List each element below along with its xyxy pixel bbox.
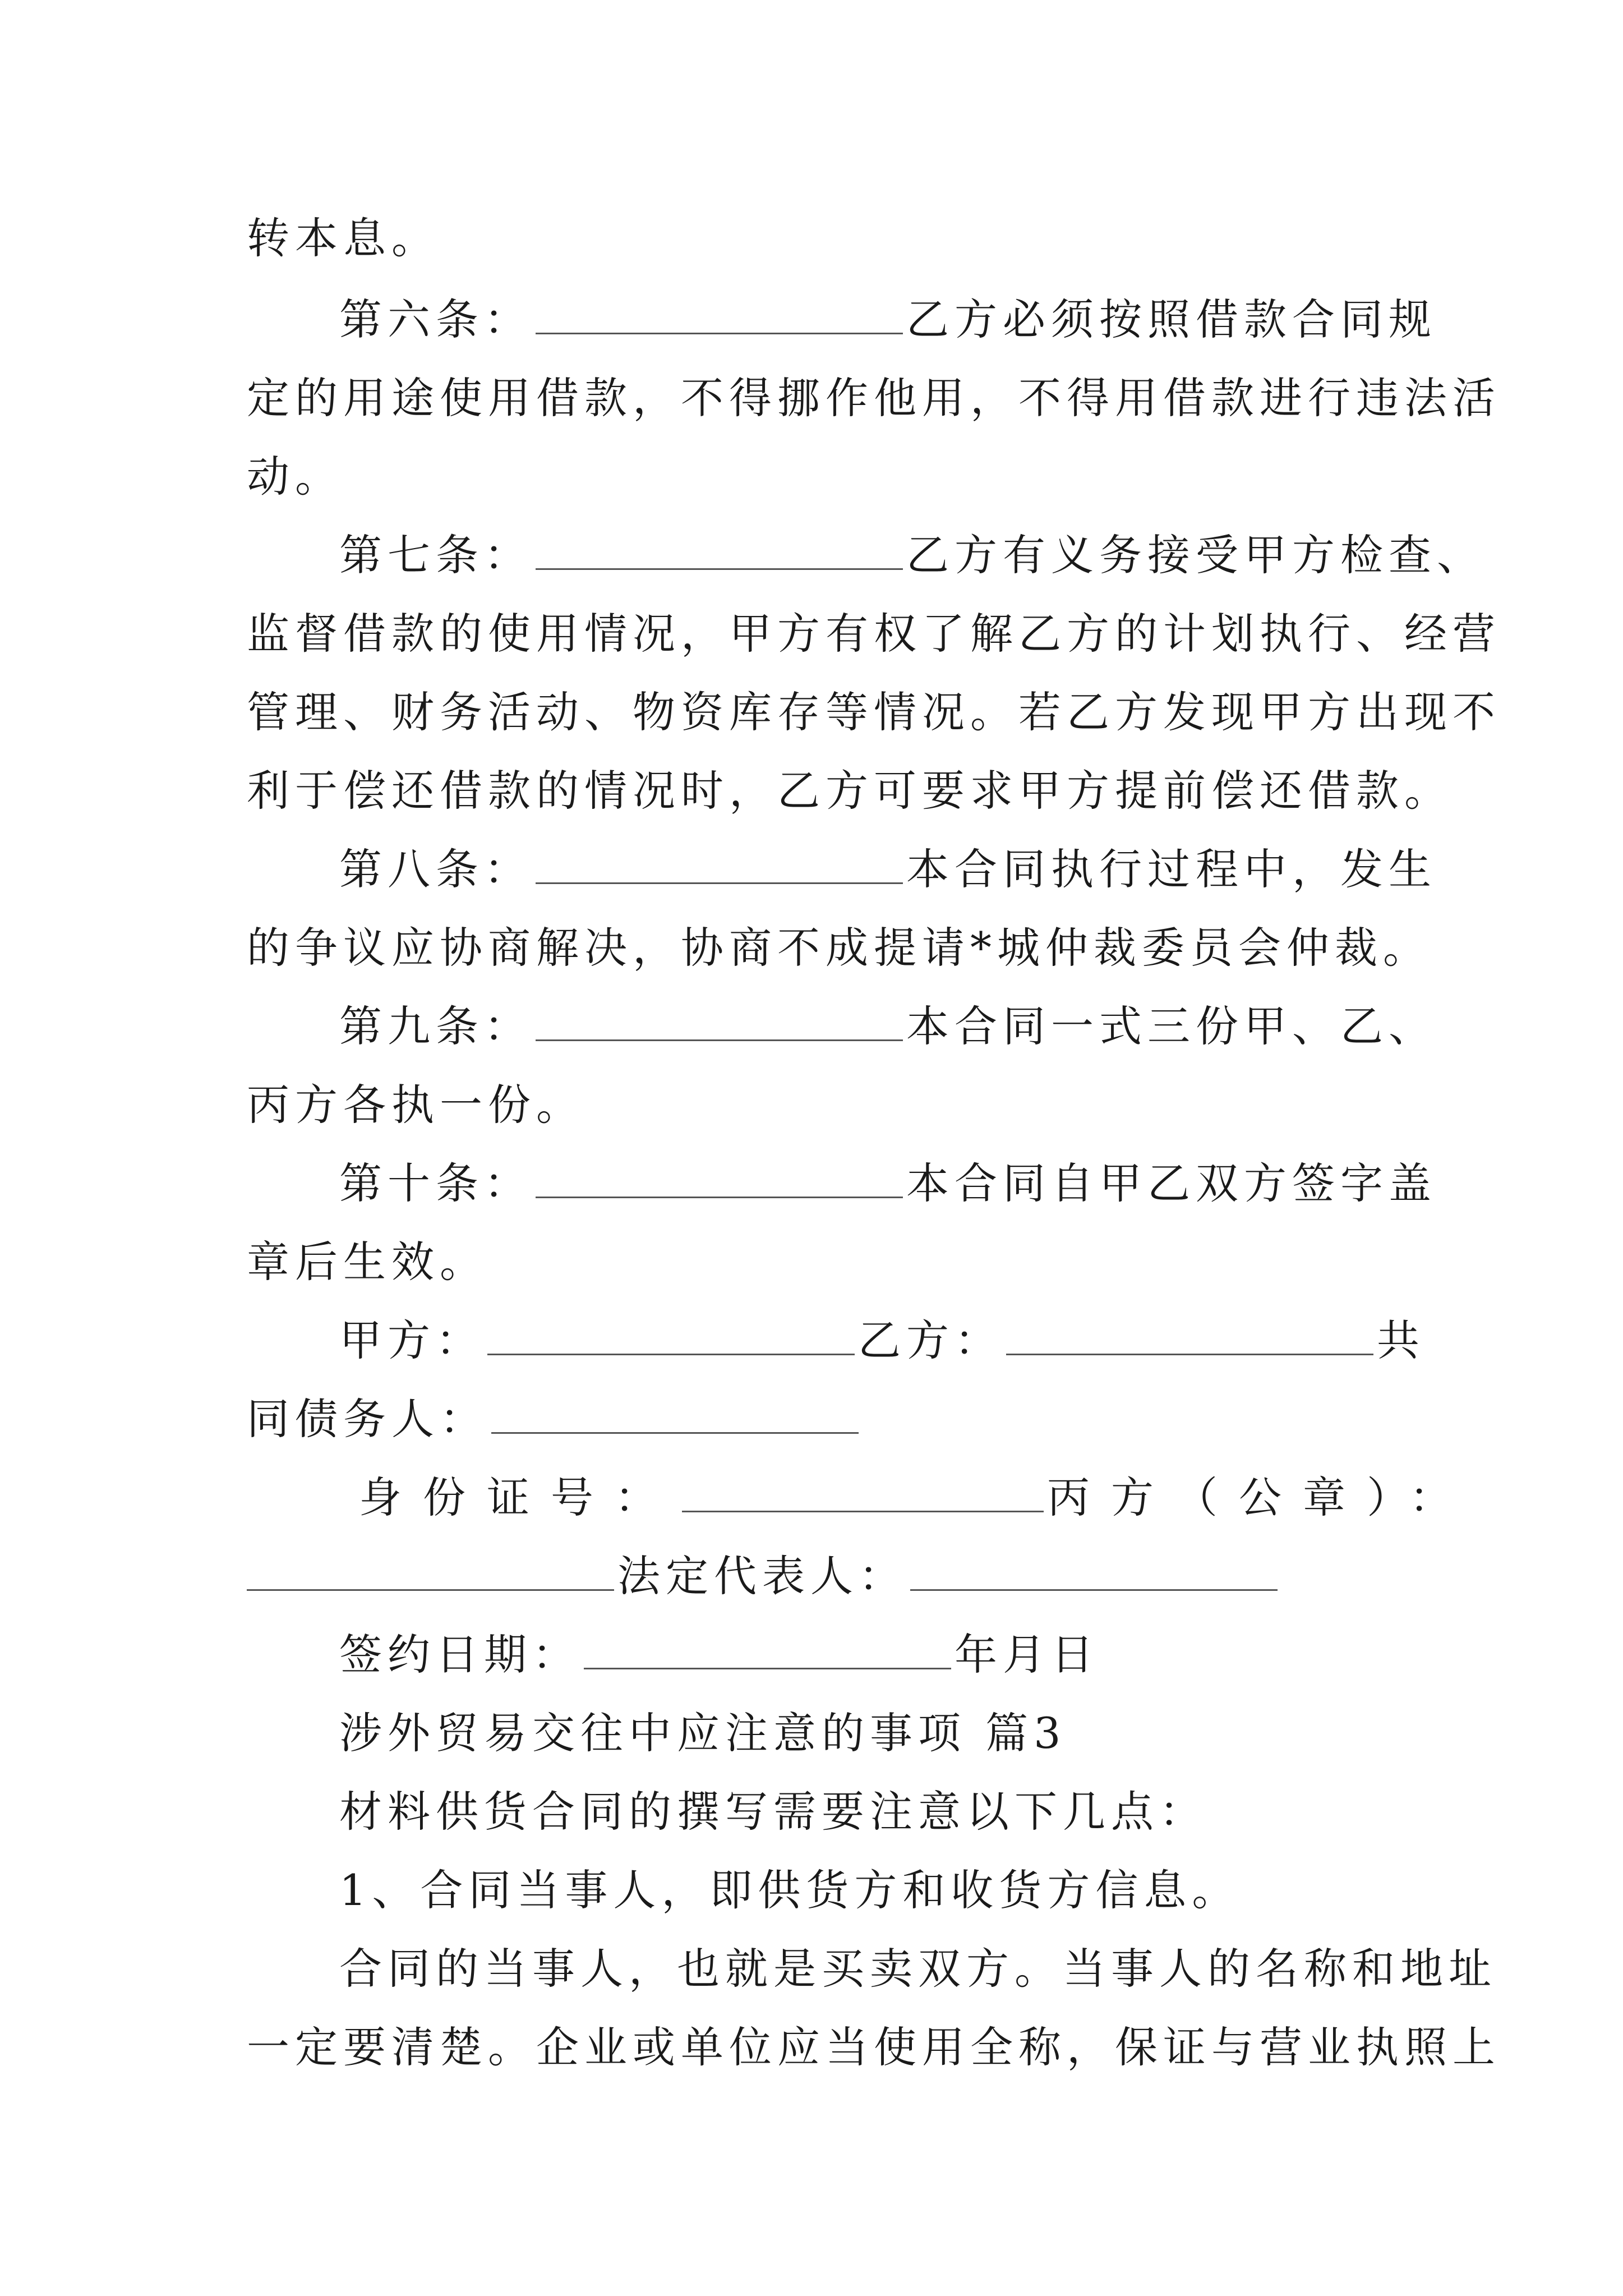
party-c-blank <box>247 1554 614 1591</box>
co-debtor-line <box>247 1386 862 1453</box>
party-a-label: 甲方： <box>339 1315 484 1365</box>
date-suffix: 年月日 <box>955 1630 1099 1680</box>
line-text: 监督借款的使用情况，甲方有权了解乙方的计划执行、经营 <box>247 609 1501 659</box>
party-b-blank <box>1006 1319 1373 1355</box>
clause-6-heading <box>339 286 1437 353</box>
text-line <box>247 679 1501 746</box>
line-text: 一定要清楚。企业或单位应当使用全称，保证与营业执照上 <box>247 2022 1501 2072</box>
text-line <box>247 365 1501 432</box>
fill-in-blank <box>536 848 903 884</box>
id-number-label: 身份证号： <box>359 1473 679 1522</box>
id-number-blank <box>682 1476 1044 1512</box>
text-line <box>247 914 1431 982</box>
line-text: 利于偿还借款的情况时，乙方可要求甲方提前偿还借款。 <box>247 766 1453 816</box>
party-c-label: 丙方（公章）： <box>1047 1473 1473 1522</box>
fill-in-blank <box>536 533 903 570</box>
line-text: 章后生效。 <box>247 1237 488 1287</box>
clause-text: 乙方有义务接受甲方检查、 <box>906 530 1485 580</box>
section-title-text: 涉外贸易交往中应注意的事项 篇3 <box>339 1708 1067 1758</box>
clause-text: 本合同执行过程中，发生 <box>906 844 1437 894</box>
fill-in-blank <box>536 1005 903 1041</box>
party-a-blank <box>487 1319 855 1355</box>
text-line <box>339 1935 1497 2003</box>
clause-label: 第十条： <box>339 1158 532 1208</box>
legal-rep-blank <box>910 1554 1278 1591</box>
legal-rep-line <box>247 1543 1281 1610</box>
clause-label: 第六条： <box>339 295 532 344</box>
sign-date-label: 签约日期： <box>339 1630 580 1680</box>
text-line <box>247 757 1453 825</box>
text-line <box>247 1071 584 1139</box>
text-line <box>339 1778 1207 1846</box>
signature-parties-line <box>339 1307 1425 1374</box>
line-text: 合同的当事人，也就是买卖双方。当事人的名称和地址 <box>339 1944 1497 1994</box>
line-text: 材料供货合同的撰写需要注意以下几点： <box>339 1787 1207 1837</box>
clause-9-heading <box>339 993 1437 1060</box>
id-number-line <box>359 1464 1473 1531</box>
text-line <box>339 1857 1240 1924</box>
sign-date-line <box>339 1621 1099 1688</box>
line-text: 丙方各执一份。 <box>247 1080 584 1130</box>
text-line <box>247 1228 488 1296</box>
sign-date-blank <box>584 1633 951 1669</box>
text-line <box>247 600 1501 668</box>
fill-in-blank <box>536 1162 903 1198</box>
clause-8-heading <box>339 836 1437 903</box>
line-text: 共 <box>1377 1315 1425 1365</box>
clause-text: 乙方必须按照借款合同规 <box>906 295 1437 344</box>
text-line <box>247 443 343 510</box>
clause-10-heading <box>339 1150 1437 1217</box>
fill-in-blank <box>536 298 903 334</box>
text-line <box>247 205 440 272</box>
line-text: 定的用途使用借款，不得挪作他用，不得用借款进行违法活 <box>247 373 1501 423</box>
line-text: 转本息。 <box>247 213 440 263</box>
line-text: 管理、财务活动、物资库存等情况。若乙方发现甲方出现不 <box>247 687 1501 737</box>
legal-rep-label: 法定代表人： <box>617 1551 907 1601</box>
line-text: 的争议应协商解决，协商不成提请*城仲裁委员会仲裁。 <box>247 923 1431 973</box>
clause-label: 第九条： <box>339 1001 532 1051</box>
party-b-label: 乙方： <box>858 1315 1003 1365</box>
co-debtor-blank <box>491 1397 859 1434</box>
clause-label: 第八条： <box>339 844 532 894</box>
line-text: 动。 <box>247 452 343 501</box>
clause-label: 第七条： <box>339 530 532 580</box>
clause-text: 本合同一式三份甲、乙、 <box>906 1001 1437 1051</box>
text-line <box>247 2014 1501 2081</box>
clause-text: 本合同自甲乙双方签字盖 <box>906 1158 1437 1208</box>
line-text: 1、合同当事人，即供货方和收货方信息。 <box>339 1865 1241 1915</box>
section-title <box>339 1700 1067 1767</box>
clause-7-heading <box>339 522 1485 589</box>
co-debtor-label: 同债务人： <box>247 1394 488 1444</box>
